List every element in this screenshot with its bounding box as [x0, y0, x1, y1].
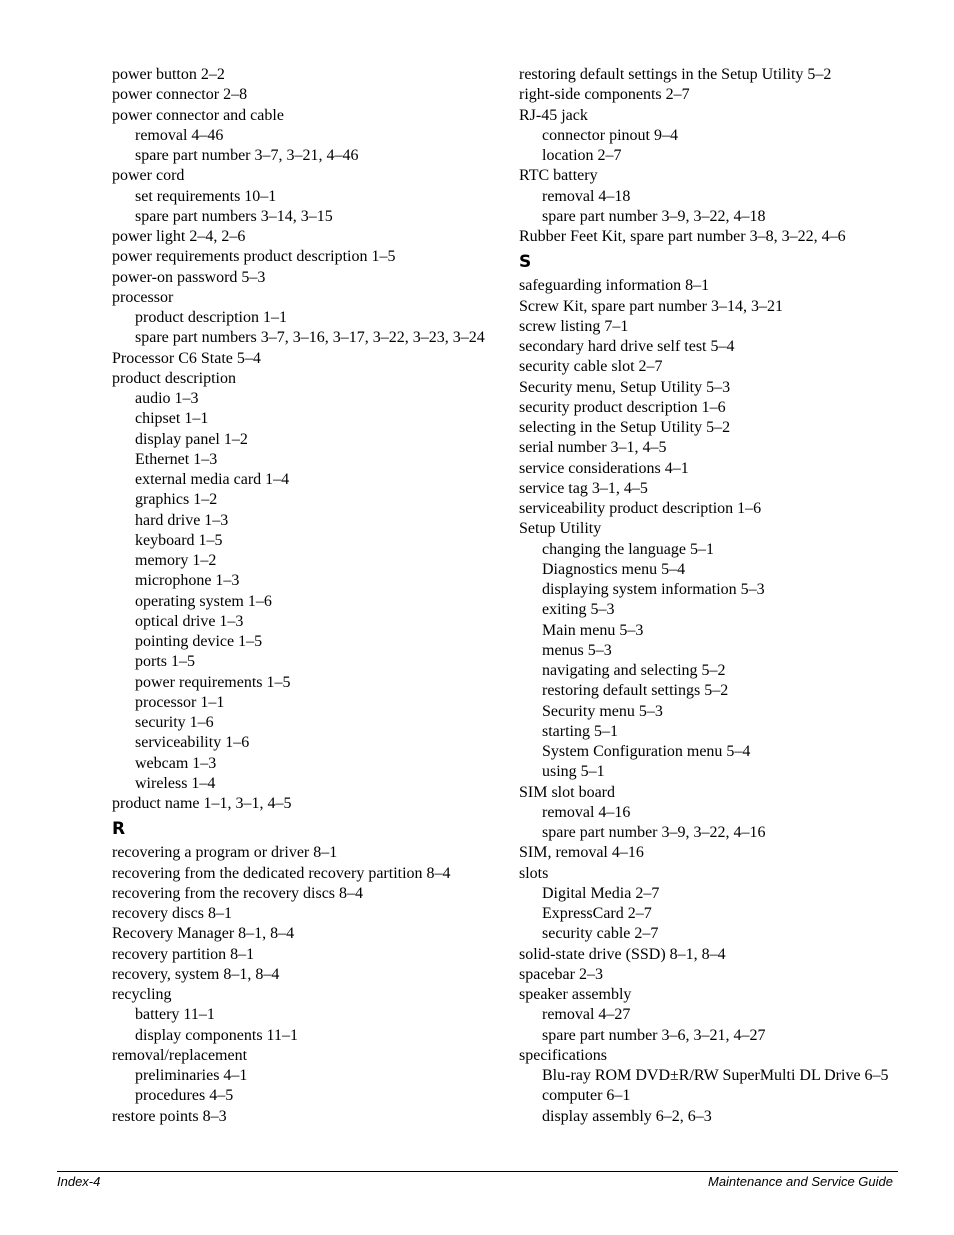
index-entry: RTC battery — [519, 167, 598, 185]
index-subentry: menus 5–3 — [542, 641, 612, 659]
index-column-right — [519, 65, 899, 1127]
index-subentry: product description 1–1 — [135, 309, 287, 326]
index-subentry: location 2–7 — [542, 147, 622, 164]
index-entry: power requirements product description 1–5 — [112, 248, 396, 266]
footer-document-title: Maintenance and Service Guide — [707, 1174, 893, 1189]
index-entry: recovery, system 8–1, 8–4 — [112, 965, 280, 983]
index-subentry: processor 1–1 — [135, 693, 225, 711]
index-entry: SIM slot board — [519, 783, 615, 801]
index-entry: product name 1–1, 3–1, 4–5 — [112, 795, 292, 812]
index-subentry: operating system 1–6 — [135, 592, 272, 610]
index-entry: security product description 1–6 — [519, 398, 726, 416]
index-subentry: removal 4–46 — [135, 126, 224, 144]
index-subentry: wireless 1–4 — [135, 774, 216, 792]
index-entry: serial number 3–1, 4–5 — [519, 439, 667, 457]
index-subentry: external media card 1–4 — [135, 471, 290, 488]
index-subentry: using 5–1 — [542, 763, 605, 781]
index-entry: Security menu, Setup Utility 5–3 — [519, 378, 731, 396]
index-subentry: keyboard 1–5 — [135, 531, 223, 549]
index-subentry: power requirements 1–5 — [135, 673, 291, 691]
index-entry: safeguarding information 8–1 — [519, 277, 710, 295]
index-entry: right-side components 2–7 — [519, 86, 690, 104]
index-entry: speaker assembly — [519, 986, 632, 1003]
footer-page-number: Index-4 — [57, 1174, 101, 1189]
index-subentry: removal 4–18 — [542, 187, 631, 205]
index-subentry: removal 4–16 — [542, 803, 631, 821]
index-subentry: ports 1–5 — [135, 653, 195, 671]
index-subentry: webcam 1–3 — [135, 754, 217, 772]
index-subentry: spare part number 3–9, 3–22, 4–16 — [542, 824, 766, 841]
footer-rule — [57, 1171, 898, 1172]
index-entry: SIM, removal 4–16 — [519, 844, 644, 862]
index-subentry: set requirements 10–1 — [135, 187, 277, 205]
index-entry: service considerations 4–1 — [519, 459, 689, 477]
index-entry: recovering from the dedicated recovery partition 8–4 — [112, 864, 451, 882]
index-entry: removal/replacement — [112, 1046, 248, 1064]
index-entry: power connector 2–8 — [112, 86, 248, 104]
index-subentry: Main menu 5–3 — [542, 621, 644, 639]
index-subentry: audio 1–3 — [135, 390, 199, 407]
index-subentry: ExpressCard 2–7 — [542, 905, 652, 922]
index-subentry: connector pinout 9–4 — [542, 126, 678, 144]
index-entry: recovery partition 8–1 — [112, 945, 255, 963]
index-subentry: serviceability 1–6 — [135, 734, 250, 752]
index-subentry: chipset 1–1 — [135, 410, 209, 428]
index-entry: solid-state drive (SSD) 8–1, 8–4 — [519, 945, 726, 963]
index-subentry: display components 11–1 — [135, 1026, 298, 1044]
index-subentry: changing the language 5–1 — [542, 540, 714, 558]
index-subentry: removal 4–27 — [542, 1006, 631, 1024]
index-entry: service tag 3–1, 4–5 — [519, 479, 648, 497]
index-entry: specifications — [519, 1046, 607, 1064]
index-entry: Recovery Manager 8–1, 8–4 — [112, 925, 295, 943]
index-entry: processor — [112, 288, 174, 306]
index-subentry: hard drive 1–3 — [135, 511, 229, 529]
index-subentry: Diagnostics menu 5–4 — [542, 560, 686, 578]
index-subentry: Ethernet 1–3 — [135, 450, 218, 468]
index-subentry: spare part number 3–7, 3–21, 4–46 — [135, 147, 359, 164]
index-subentry: optical drive 1–3 — [135, 612, 244, 630]
index-subentry: displaying system information 5–3 — [542, 581, 765, 598]
index-subentry: display assembly 6–2, 6–3 — [542, 1107, 712, 1125]
index-subentry: procedures 4–5 — [135, 1087, 234, 1105]
index-entry: spacebar 2–3 — [519, 965, 603, 983]
index-subentry: microphone 1–3 — [135, 572, 240, 590]
index-subentry: battery 11–1 — [135, 1006, 215, 1024]
index-entry: recovering a program or driver 8–1 — [112, 844, 338, 862]
index-subentry: security cable 2–7 — [542, 925, 659, 943]
index-entry: Processor C6 State 5–4 — [112, 349, 261, 367]
index-subentry: starting 5–1 — [542, 722, 618, 740]
index-subentry: computer 6–1 — [542, 1087, 631, 1105]
index-entry: slots — [519, 864, 549, 882]
index-section-letter: R — [112, 819, 126, 840]
index-entry: screw listing 7–1 — [519, 317, 629, 335]
index-entry: recovery discs 8–1 — [112, 905, 232, 922]
index-subentry: Digital Media 2–7 — [542, 884, 660, 902]
index-entry: serviceability product description 1–6 — [519, 500, 762, 517]
index-subentry: security 1–6 — [135, 714, 214, 731]
index-subentry: spare part number 3–9, 3–22, 4–18 — [542, 207, 766, 225]
index-entry: restoring default settings in the Setup Utility 5–2 — [519, 66, 832, 83]
index-entry: restore points 8–3 — [112, 1107, 227, 1125]
index-subentry: System Configuration menu 5–4 — [542, 743, 751, 760]
index-subentry: spare part numbers 3–14, 3–15 — [135, 207, 333, 225]
index-entry: power light 2–4, 2–6 — [112, 228, 246, 245]
index-entry: security cable slot 2–7 — [519, 358, 663, 376]
index-entry: Setup Utility — [519, 520, 602, 538]
index-entry: power cord — [112, 167, 185, 185]
index-subentry: Blu-ray ROM DVD±R/RW SuperMulti DL Drive 6–5 — [542, 1067, 889, 1084]
index-entry: product description — [112, 369, 236, 387]
index-entry: power button 2–2 — [112, 66, 225, 83]
index-entry: RJ-45 jack — [519, 106, 588, 124]
index-entry: recycling — [112, 986, 172, 1003]
index-subentry: graphics 1–2 — [135, 491, 218, 509]
index-subentry: memory 1–2 — [135, 552, 217, 569]
index-subentry: spare part numbers 3–7, 3–16, 3–17, 3–22, 3–23, 3–24 — [135, 329, 485, 347]
index-entry: secondary hard drive self test 5–4 — [519, 338, 735, 355]
index-entry: power-on password 5–3 — [112, 268, 266, 286]
index-entry: Rubber Feet Kit, spare part number 3–8, 3–22, 4–6 — [519, 228, 846, 245]
index-subentry: restoring default settings 5–2 — [542, 682, 729, 700]
index-subentry: Security menu 5–3 — [542, 702, 663, 720]
index-entry: selecting in the Setup Utility 5–2 — [519, 419, 731, 436]
index-entry: power connector and cable — [112, 106, 284, 124]
index-subentry: exiting 5–3 — [542, 601, 615, 619]
index-entry: recovering from the recovery discs 8–4 — [112, 884, 364, 902]
index-entry: Screw Kit, spare part number 3–14, 3–21 — [519, 297, 783, 315]
index-section-letter: S — [519, 252, 532, 273]
index-subentry: display panel 1–2 — [135, 430, 248, 448]
index-subentry: pointing device 1–5 — [135, 633, 263, 650]
index-subentry: spare part number 3–6, 3–21, 4–27 — [542, 1026, 766, 1044]
index-subentry: preliminaries 4–1 — [135, 1067, 248, 1084]
index-column-left — [112, 65, 492, 1127]
index-subentry: navigating and selecting 5–2 — [542, 662, 726, 679]
